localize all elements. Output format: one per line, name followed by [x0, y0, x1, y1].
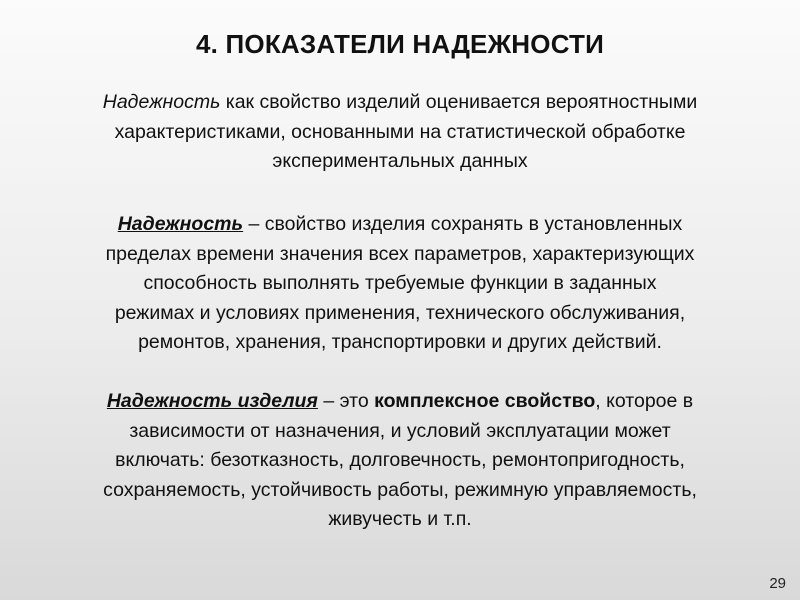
paragraph3-line5: живучесть и т.п.	[328, 508, 472, 530]
paragraph2-line2: пределах времени значения всех параметров, характеризующих	[105, 242, 695, 265]
page-number: 29	[769, 575, 786, 592]
paragraph1-line3: экспериментальных данных	[272, 150, 528, 172]
paragraph3-line1	[20, 387, 780, 417]
paragraph-reliability-definition	[20, 210, 780, 358]
term-reliability-definition: Надежность	[117, 213, 244, 235]
paragraph2-line3: способность выполнять требуемые функции в заданных	[143, 272, 657, 294]
paragraph3-line1-text: , которое в	[595, 390, 694, 412]
paragraph2-line4: режимах и условиях применения, технического обслуживания,	[114, 301, 686, 324]
paragraph1-line2: характеристиками, основанными на статистической обработке	[114, 120, 686, 143]
paragraph-product-reliability	[20, 387, 780, 535]
paragraph2-line1	[20, 210, 780, 240]
term-product-reliability: Надежность изделия	[106, 390, 318, 412]
slide-title: 4. ПОКАЗАТЕЛИ НАДЕЖНОСТИ	[196, 29, 604, 59]
paragraph3-line4: сохраняемость, устойчивость работы, режимную управляемость,	[103, 478, 697, 501]
paragraph3-line2: зависимости от назначения, и условий эксплуатации может	[129, 419, 671, 442]
paragraph3-line3: включать: безотказность, долговечность, ремонтопригодность,	[115, 449, 685, 471]
paragraph-reliability-estimation	[20, 88, 780, 177]
paragraph3-line1-mid: – это	[317, 390, 375, 412]
paragraph2-line1-text: – свойство изделия сохранять в установленных	[243, 213, 683, 235]
paragraph1-line1	[20, 88, 780, 118]
paragraph1-line1-text: как свойство изделий оценивается вероятностными	[220, 91, 698, 113]
emphasis-complex-property: комплексное свойство	[374, 390, 596, 412]
paragraph2-line5: ремонтов, хранения, транспортировки и других действий.	[138, 331, 662, 353]
term-reliability: Надежность	[102, 91, 221, 113]
